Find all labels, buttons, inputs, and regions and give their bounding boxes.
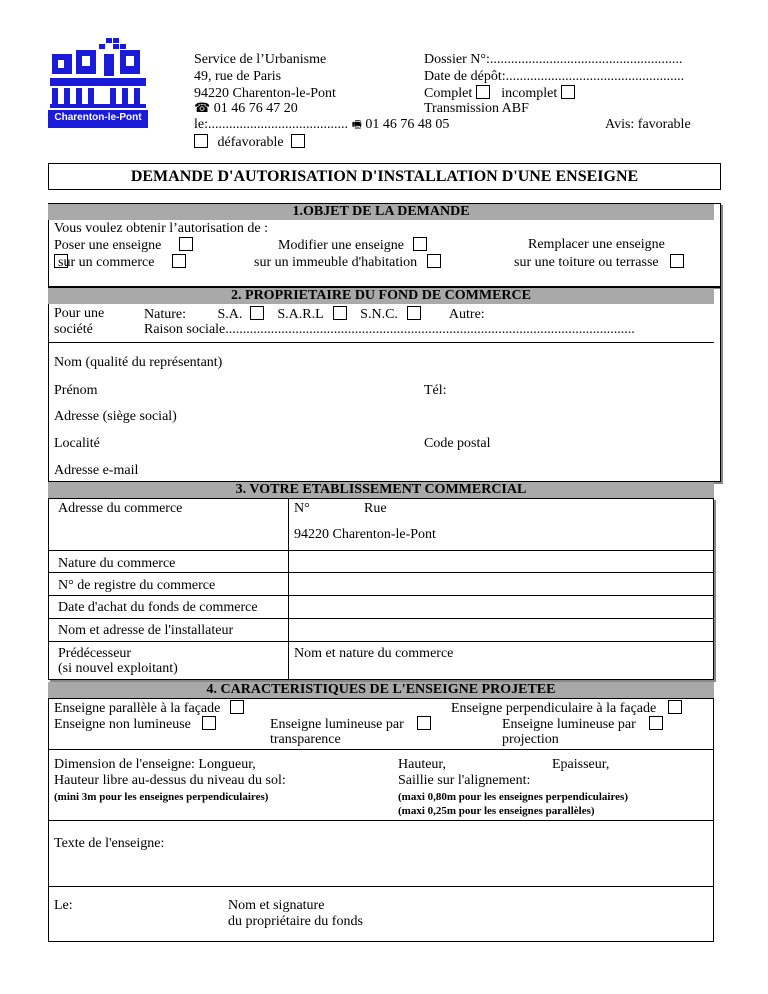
defavorable-checkbox[interactable] [291,134,305,148]
s1-intro: Vous voulez obtenir l’autorisation de : [54,221,268,236]
sur-immeuble-checkbox[interactable] [427,254,441,268]
code-postal-label: Code postal [424,436,491,451]
defavorable-line [194,134,305,151]
date-achat-label: Date d'achat du fonds de commerce [58,600,258,615]
service-city: 94220 Charenton-le-Pont [194,86,336,101]
s3-column-divider [288,498,289,680]
snc-label: S.N.C. [360,307,398,322]
logo-text: Charenton-le-Pont [54,112,142,123]
sur-commerce-checkbox[interactable] [172,254,186,268]
s3-row-line-5 [48,641,714,642]
rue-label: Rue [364,501,387,516]
saillie-label: Saillie sur l'alignement: [398,773,531,788]
lumineuse-transparence-checkbox[interactable] [417,716,431,730]
pour-une-label: Pour une [54,306,105,321]
ville-commerce: 94220 Charenton-le-Pont [294,527,436,542]
le-date-label: Le: [54,898,73,913]
autre-label: Autre: [448,307,485,322]
nom-nature-commerce-label: Nom et nature du commerce [294,646,454,661]
section-4-title: 4. CARACTERISTIQUES DE L'ENSEIGNE PROJETEE [48,682,714,698]
texte-enseigne-label: Texte de l'enseigne: [54,836,165,851]
s1-opt1b-line [54,254,186,271]
s4-divider-2 [48,820,714,821]
tel-label: Tél: [424,383,447,398]
hauteur-label: Hauteur, [398,757,447,772]
non-lumineuse-checkbox[interactable] [202,716,216,730]
modifier-enseigne-checkbox[interactable] [413,237,427,251]
registre-commerce-label: N° de registre du commerce [58,578,216,593]
logo [48,38,150,130]
lum-projection-line [502,716,663,733]
nature-commerce-label: Nature du commerce [58,556,176,571]
prenom-label: Prénom [54,383,98,398]
nature-line [144,306,485,323]
incomplet-label: incomplet [501,86,558,101]
installateur-label: Nom et adresse de l'installateur [58,623,234,638]
nature-label: Nature: [144,307,186,322]
dimension-label: Dimension de l'enseigne: Longueur, [54,757,256,772]
form-title-box [48,163,721,190]
service-phone: 01 46 76 47 20 [213,101,298,116]
lum-transparence-line [270,716,431,733]
lumineuse-transparence-label: Enseigne lumineuse par [270,717,404,732]
adresse-siege-label: Adresse (siège social) [54,409,177,424]
sa-checkbox[interactable] [250,306,264,320]
perpendiculaire-label: Enseigne perpendiculaire à la façade [451,701,657,716]
complet-label: Complet [424,86,473,101]
phone-icon: ☎ [194,100,211,115]
lumineuse-projection-checkbox[interactable] [649,716,663,730]
section-3-title: 3. VOTRE ETABLISSEMENT COMMERCIAL [48,482,714,498]
predecesseur-label: Prédécesseur [58,646,132,661]
sarl-checkbox[interactable] [333,306,347,320]
parallele-checkbox[interactable] [230,700,244,714]
form-title: DEMANDE D'AUTORISATION D'INSTALLATION D'UNE ENSEIGNE [130,168,639,185]
service-name: Service de l’Urbanisme [194,52,327,67]
complet-line [424,85,575,102]
poser-enseigne-checkbox[interactable] [179,237,193,251]
remplacer-enseigne-label: Remplacer une enseigne [528,237,665,252]
s3-row-line-2 [48,572,714,573]
perpendiculaire-line [451,700,682,717]
s1-opt3b-line [514,254,684,271]
le-fax-line [194,117,449,133]
incomplet-checkbox[interactable] [561,85,575,99]
mini-note: (mini 3m pour les enseignes perpendiculaires) [54,791,269,803]
poser-enseigne-label: Poser une enseigne [54,238,162,253]
s3-row-line-3 [48,595,714,596]
sarl-label: S.A.R.L [277,307,324,322]
perpendiculaire-checkbox[interactable] [668,700,682,714]
lumineuse-projection-label: Enseigne lumineuse par [502,717,636,732]
section-2-title: 2. PROPRIETAIRE DU FOND DE COMMERCE [48,288,714,304]
signature-label-1: Nom et signature [228,898,325,913]
s1-opt2b-line [254,254,441,271]
maxi-note-2: (maxi 0,25m pour les enseignes parallèles) [398,805,595,817]
numero-label: N° [294,501,310,516]
complet-checkbox[interactable] [476,85,490,99]
s3-row-line-4 [48,618,714,619]
epaisseur-label: Epaisseur, [552,757,610,772]
service-phone-line [194,101,298,117]
adresse-commerce-label: Adresse du commerce [58,501,183,516]
snc-checkbox[interactable] [407,306,421,320]
hauteur-libre-label: Hauteur libre au-dessus du niveau du sol: [54,773,286,788]
le-field: le:........................................ [194,117,348,132]
s4-divider-3 [48,886,714,887]
nom-representant-label: Nom (qualité du représentant) [54,355,223,370]
sa-label: S.A. [217,307,243,322]
raison-sociale-field: Raison sociale..................................................................................................................... [144,322,635,337]
dossier-field: Dossier N°:....................................................... [424,52,683,67]
nouvel-exploitant-label: (si nouvel exploitant) [58,661,178,676]
avis-label: Avis: favorable [605,117,691,132]
transmission-label: Transmission ABF [424,101,529,116]
parallele-line [54,700,244,717]
service-address: 49, rue de Paris [194,69,282,84]
s4-divider-1 [48,749,714,750]
defavorable-left-checkbox[interactable] [194,134,208,148]
defavorable-label: défavorable [217,135,284,150]
s3-row-line-1 [48,550,714,551]
projection-label: projection [502,732,559,747]
section-1-title: 1.OBJET DE LA DEMANDE [48,204,714,220]
sur-toiture-label: sur une toiture ou terrasse [514,255,659,270]
non-lumineuse-label: Enseigne non lumineuse [54,717,191,732]
localite-label: Localité [54,436,100,451]
fax-icon: 🖷 [351,119,362,131]
maxi-note-1: (maxi 0,80m pour les enseignes perpendiculaires) [398,791,628,803]
s1-opt2a-line [278,237,427,254]
s2-divider [48,342,714,343]
signature-label-2: du propriétaire du fonds [228,914,363,929]
non-lumineuse-line [54,716,216,733]
modifier-enseigne-label: Modifier une enseigne [278,238,404,253]
sur-toiture-checkbox[interactable] [670,254,684,268]
email-label: Adresse e-mail [54,463,139,478]
transparence-label: transparence [270,732,341,747]
societe-label: société [54,322,93,337]
service-fax: 01 46 76 48 05 [365,117,450,132]
date-depot-field: Date de dépôt:................................................... [424,69,685,84]
sur-immeuble-label: sur un immeuble d'habitation [254,255,418,270]
sur-commerce-label: sur un commerce [58,255,155,270]
s1-opt1a-line [54,237,193,254]
parallele-label: Enseigne parallèle à la façade [54,701,221,716]
